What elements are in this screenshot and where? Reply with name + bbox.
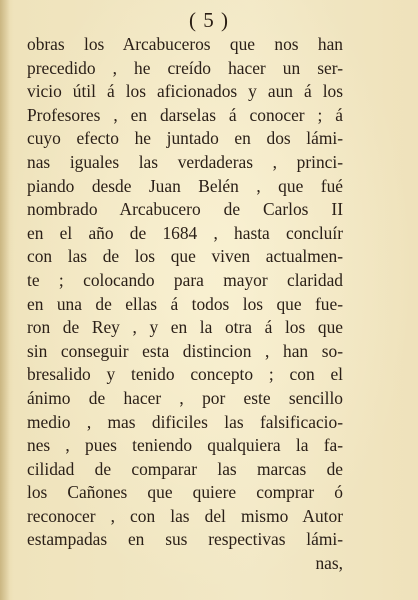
- text-line: estampadas en sus respectivas lámi-: [27, 529, 343, 550]
- text-line: te ; colocando para mayor claridad: [27, 269, 343, 290]
- text-line: Profesores , en darselas á conocer ; á: [27, 104, 343, 125]
- page-number: ( 5 ): [189, 8, 229, 32]
- text-line: vicio útil á los aficionados y aun á los: [27, 81, 343, 102]
- text-line: nas iguales las verdaderas , princi-: [27, 151, 343, 172]
- text-line: con las de los que viven actualmen-: [27, 246, 343, 267]
- text-line: piando desde Juan Belén , que fué: [27, 175, 343, 196]
- text-line: cilidad de comparar las marcas de: [27, 458, 343, 479]
- text-line: precedido , he creído hacer un ser-: [27, 57, 343, 78]
- text-line: sin conseguir esta distincion , han so-: [27, 340, 343, 361]
- text-line: cuyo efecto he juntado en dos lámi-: [27, 128, 343, 149]
- text-line: ron de Rey , y en la otra á los que: [27, 317, 343, 338]
- page-gutter-shadow: [0, 0, 10, 600]
- text-line: en una de ellas á todos los que fue-: [27, 293, 343, 314]
- text-line: en el año de 1684 , hasta concluír: [27, 222, 343, 243]
- text-line: ánimo de hacer , por este sencillo: [27, 387, 343, 408]
- text-line: medio , mas dificiles las falsificacio-: [27, 411, 343, 432]
- text-line: obras los Arcabuceros que nos han: [27, 34, 343, 54]
- text-line: reconocer , con las del mismo Autor: [27, 505, 343, 526]
- text-line: nes , pues teniendo qualquiera la fa-: [27, 435, 343, 456]
- text-line: los Cañones que quiere comprar ó: [27, 482, 343, 503]
- text-line: nombrado Arcabucero de Carlos II: [27, 199, 343, 220]
- text-line: bresalido y tenido concepto ; con el: [27, 364, 343, 385]
- catchword: nas,: [315, 553, 343, 574]
- body-text: [27, 33, 343, 576]
